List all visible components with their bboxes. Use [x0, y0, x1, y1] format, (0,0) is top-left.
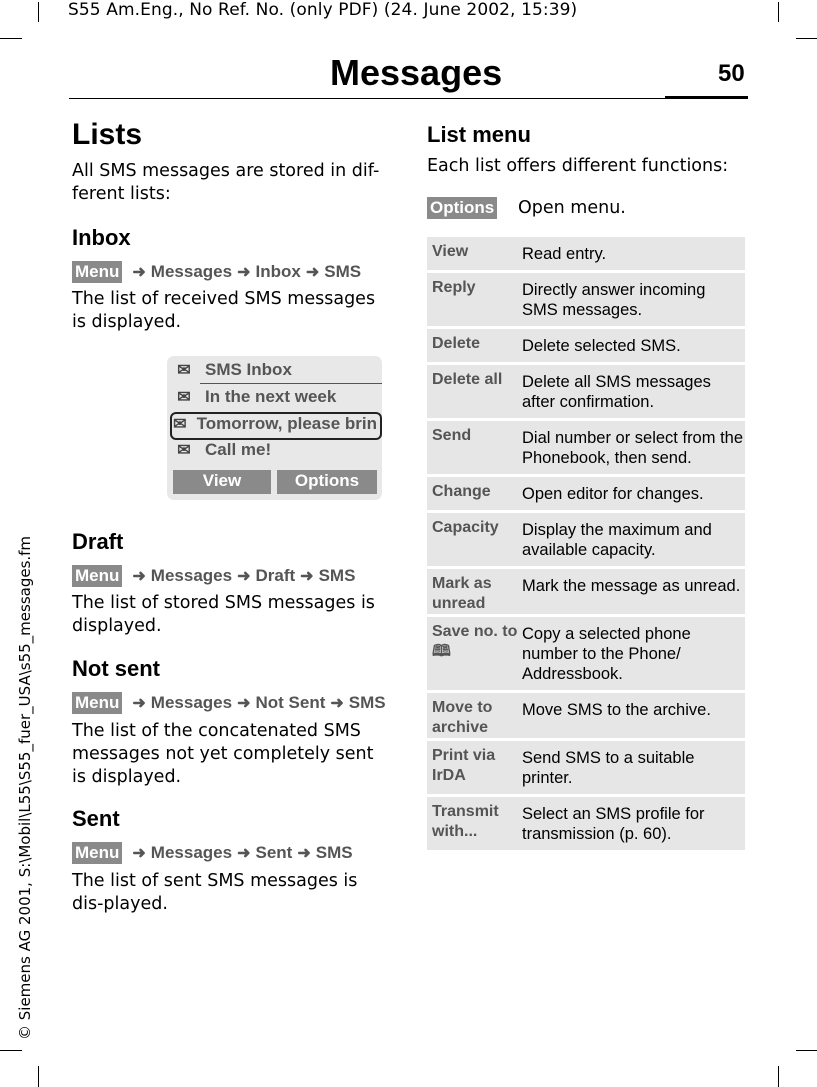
row-value: Dial number or select from the Phonebook, then send.: [522, 429, 744, 467]
row-value: Display the maximum and available capacity.: [522, 521, 712, 559]
table-row: [427, 617, 745, 690]
arrow-icon: ➜: [237, 845, 251, 862]
table-row: [427, 693, 745, 738]
list-menu-intro: Each list offers different functions:: [427, 156, 729, 176]
row-value: Send SMS to a suitable printer.: [522, 749, 695, 787]
arrow-icon: ➜: [132, 845, 146, 862]
draft-text: The list of stored SMS messages is displayed.: [72, 593, 375, 636]
arrow-icon: ➜: [237, 568, 251, 585]
envelope-icon: ✉: [177, 442, 191, 459]
menu-key: Menu: [72, 842, 122, 864]
path-step: Messages: [150, 693, 233, 712]
crop-mark: [38, 2, 39, 22]
display-item-label: In the next week: [205, 387, 337, 406]
inbox-path: [72, 261, 361, 283]
display-title: SMS Inbox: [205, 360, 292, 379]
inbox-heading: Inbox: [72, 225, 131, 250]
view-softkey[interactable]: View: [173, 470, 271, 494]
arrow-icon: ➜: [237, 264, 251, 281]
lists-heading: Lists: [72, 118, 143, 151]
table-row: [427, 273, 745, 326]
crop-mark: [796, 1050, 817, 1051]
options-key: Options: [427, 197, 497, 219]
display-item-label: Call me!: [205, 440, 272, 459]
crop-mark: [0, 1050, 22, 1051]
notsent-text: The list of the concatenated SMS messages not yet completely sent is displayed.: [72, 721, 374, 787]
menu-table: [427, 237, 745, 853]
draft-heading: Draft: [72, 529, 124, 554]
display-item[interactable]: [167, 384, 382, 410]
table-row: [427, 513, 745, 566]
path-step: SMS: [318, 566, 356, 585]
options-softkey[interactable]: Options: [277, 470, 377, 494]
options-line: [427, 197, 502, 219]
notsent-path: [72, 692, 386, 714]
header-rule-thick: [665, 96, 748, 99]
row-key: Send: [432, 427, 472, 444]
arrow-icon: ➜: [132, 264, 146, 281]
row-key: Reply: [432, 279, 476, 296]
row-value: Delete selected SMS.: [522, 337, 681, 355]
menu-key: Menu: [72, 261, 122, 283]
crop-mark: [796, 38, 817, 39]
sent-heading: Sent: [72, 806, 120, 831]
display-item[interactable]: [167, 437, 382, 463]
menu-key: Menu: [72, 565, 122, 587]
sent-text: The list of sent SMS messages is dis-played.: [72, 871, 358, 914]
page-number: 50: [718, 60, 745, 87]
envelope-icon: ✉: [173, 416, 187, 433]
envelope-icon: ✉: [177, 362, 191, 379]
row-key: Delete: [432, 335, 481, 352]
arrow-icon: ➜: [297, 845, 311, 862]
list-menu-heading: List menu: [427, 122, 531, 147]
table-row: [427, 365, 745, 418]
row-value: Select an SMS profile for transmission (p. 60).: [522, 805, 705, 843]
table-row: [427, 421, 745, 474]
path-step: Not Sent: [255, 693, 326, 712]
path-step: Messages: [150, 843, 233, 862]
lists-text: All SMS messages are stored in dif-ferent lists:: [72, 161, 380, 204]
display-item-selected[interactable]: [167, 411, 377, 437]
row-value: Copy a selected phone number to the Phone/ Addressbook.: [522, 625, 691, 683]
path-step: Messages: [150, 566, 233, 585]
notsent-heading: Not sent: [72, 656, 160, 681]
open-envelope-icon: ✉: [177, 389, 191, 406]
running-header: S55 Am.Eng., No Ref. No. (only PDF) (24. June 2002, 15:39): [68, 0, 578, 20]
display-item-label: Tomorrow, please brin: [196, 414, 377, 433]
row-key: Print via IrDA: [432, 747, 496, 784]
page-title: Messages: [330, 52, 503, 93]
sidebar-copyright: © Siemens AG 2001, S:\Mobil\L55\S55_fuer_USA\s55_messages.fm: [16, 535, 34, 1040]
path-step: Draft: [255, 566, 296, 585]
arrow-icon: ➜: [330, 695, 344, 712]
row-value: Read entry.: [522, 245, 607, 263]
path-step: SMS: [324, 262, 362, 281]
display-title-row: [167, 357, 382, 383]
row-key: Transmit with...: [432, 803, 499, 840]
crop-mark: [0, 38, 22, 39]
path-step: Sent: [255, 843, 293, 862]
sent-path: [72, 842, 353, 864]
arrow-icon: ➜: [305, 264, 320, 281]
options-text: Open menu.: [518, 198, 626, 218]
table-row: [427, 569, 745, 614]
path-step: Messages: [150, 262, 233, 281]
row-key: Capacity: [432, 519, 499, 536]
row-key: Delete all: [432, 371, 503, 388]
draft-path: [72, 565, 355, 587]
row-value: Directly answer incoming SMS messages.: [522, 281, 706, 319]
row-value: Mark the message as unread.: [522, 577, 741, 595]
table-row: [427, 477, 745, 510]
table-row: [427, 237, 745, 270]
arrow-icon: ➜: [237, 695, 251, 712]
arrow-icon: ➜: [132, 695, 146, 712]
row-key: View: [432, 243, 469, 260]
path-step: Inbox: [255, 262, 301, 281]
row-value: Delete all SMS messages after confirmation.: [522, 373, 711, 411]
crop-mark: [778, 1066, 779, 1087]
arrow-icon: ➜: [300, 568, 314, 585]
row-key: Move to archive: [432, 699, 493, 736]
row-value: Open editor for changes.: [522, 485, 704, 503]
table-row: [427, 797, 745, 850]
table-row: [427, 741, 745, 794]
crop-mark: [778, 2, 779, 22]
inbox-text: The list of received SMS messages is displayed.: [72, 289, 376, 332]
menu-key: Menu: [72, 692, 122, 714]
row-key: Mark as unread: [432, 575, 492, 612]
arrow-icon: ➜: [132, 568, 146, 585]
table-row: [427, 329, 745, 362]
row-value: Move SMS to the archive.: [522, 701, 711, 719]
path-step: SMS: [315, 843, 353, 862]
path-step: SMS: [348, 693, 386, 712]
crop-mark: [38, 1066, 39, 1087]
header-rule: [69, 98, 665, 99]
row-key: Change: [432, 483, 491, 500]
row-key: Save no. to 🕮: [432, 623, 518, 660]
